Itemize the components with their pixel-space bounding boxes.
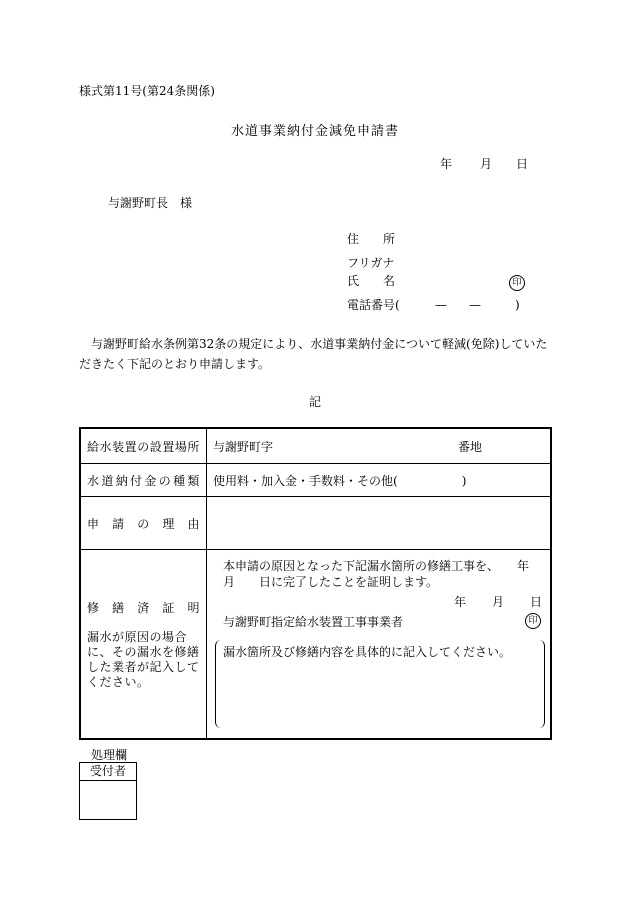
label-char: 修: [87, 600, 100, 615]
table-row-type: [80, 464, 551, 497]
certificate-date: [454, 593, 542, 610]
label-char: 類: [187, 473, 200, 488]
location-suffix: 番地: [458, 439, 483, 454]
label-char: 場: [174, 439, 188, 454]
submission-date: [440, 155, 528, 172]
label-char: 水: [99, 439, 113, 454]
reason-cell[interactable]: [207, 497, 552, 550]
form-number: 様式第11号(第24条関係): [79, 84, 215, 98]
label-char: 装: [112, 439, 125, 454]
label-char: 済: [137, 600, 150, 615]
name-label: 氏 名: [347, 274, 396, 288]
spread-label: [87, 515, 200, 532]
repair-note: 漏水が原因の場合に、その漏水を修繕した業者が記入してください。: [87, 629, 200, 689]
spread-label: [87, 438, 200, 455]
applicant-seal-icon: 印: [509, 275, 525, 291]
document-title: 水道事業納付金減免申請書: [230, 124, 399, 139]
label-char: 付: [130, 473, 143, 488]
type-cell: [207, 464, 552, 497]
phone-dash-1: —: [435, 298, 447, 312]
repair-label-cell: [80, 550, 207, 740]
type-label: [80, 464, 207, 497]
label-char: 給: [87, 439, 100, 454]
table-row-location: [80, 428, 551, 464]
phone-close: ): [515, 298, 520, 312]
receiver-label: 受付者: [80, 763, 136, 781]
label-char: 証: [162, 600, 175, 615]
furigana-label: フリガナ: [347, 256, 395, 270]
label-char: 設: [149, 439, 163, 454]
certificate-cell: [207, 550, 552, 740]
table-row-repair: [80, 550, 551, 740]
label-char: 明: [187, 600, 200, 615]
date-day: 日: [516, 157, 529, 171]
certificate-text: 本申請の原因となった下記漏水箇所の修繕工事を、 年 月 日に完了したことを証明します。: [223, 559, 554, 589]
phone-label: 電話番号(: [347, 298, 400, 312]
type-value: 使用料・加入金・手数料・その他(: [213, 473, 398, 488]
label-char: 置: [162, 439, 175, 454]
type-close: ): [461, 473, 467, 488]
label-char: 理: [162, 516, 175, 531]
label-char: 水: [87, 473, 100, 488]
location-prefix: 与謝野町字: [213, 439, 274, 454]
receiver-box: [79, 762, 137, 820]
address-label: 住 所: [347, 232, 396, 246]
repair-detail-instruction: 漏水箇所及び修繕内容を具体的に記入してください。: [223, 645, 512, 659]
label-char: の: [137, 516, 150, 531]
date-month: 月: [480, 157, 493, 171]
label-char: 道: [101, 473, 114, 488]
processing-label: 処理欄: [91, 748, 128, 762]
application-table: [79, 427, 552, 740]
body-text-content: 与謝野町給水条例第32条の規定により、水道事業納付金について軽減(免除)していただきたく下記のとおり申請します。: [79, 337, 548, 371]
label-char: 繕: [112, 600, 125, 615]
cert-date-month: 月: [491, 595, 504, 609]
label-char: の: [158, 473, 172, 488]
ki-heading: 記: [308, 395, 321, 409]
label-char: 請: [112, 516, 125, 531]
cert-date-year: 年: [454, 595, 467, 609]
addressee: 与謝野町長 様: [108, 196, 193, 210]
reason-label: [80, 497, 207, 550]
label-char: 所: [187, 439, 200, 454]
location-label: [80, 428, 207, 464]
body-text: [79, 334, 551, 374]
contractor-seal-icon: 印: [525, 613, 541, 629]
label-char: 由: [187, 516, 200, 531]
spread-label: [87, 472, 200, 489]
phone-dash-2: —: [469, 298, 481, 312]
label-char: 金: [144, 473, 157, 488]
label-char: 種: [173, 473, 186, 488]
cert-date-day: 日: [529, 595, 542, 609]
label-char: 納: [115, 473, 129, 488]
label-char: 置: [124, 439, 138, 454]
table-row-reason: [80, 497, 551, 550]
date-year: 年: [440, 157, 453, 171]
repair-label: [87, 599, 200, 616]
contractor-label: 与謝野町指定給水装置工事事業者: [223, 615, 404, 629]
label-char: 申: [87, 516, 100, 531]
label-char: の: [137, 439, 150, 454]
location-cell: [207, 428, 552, 464]
